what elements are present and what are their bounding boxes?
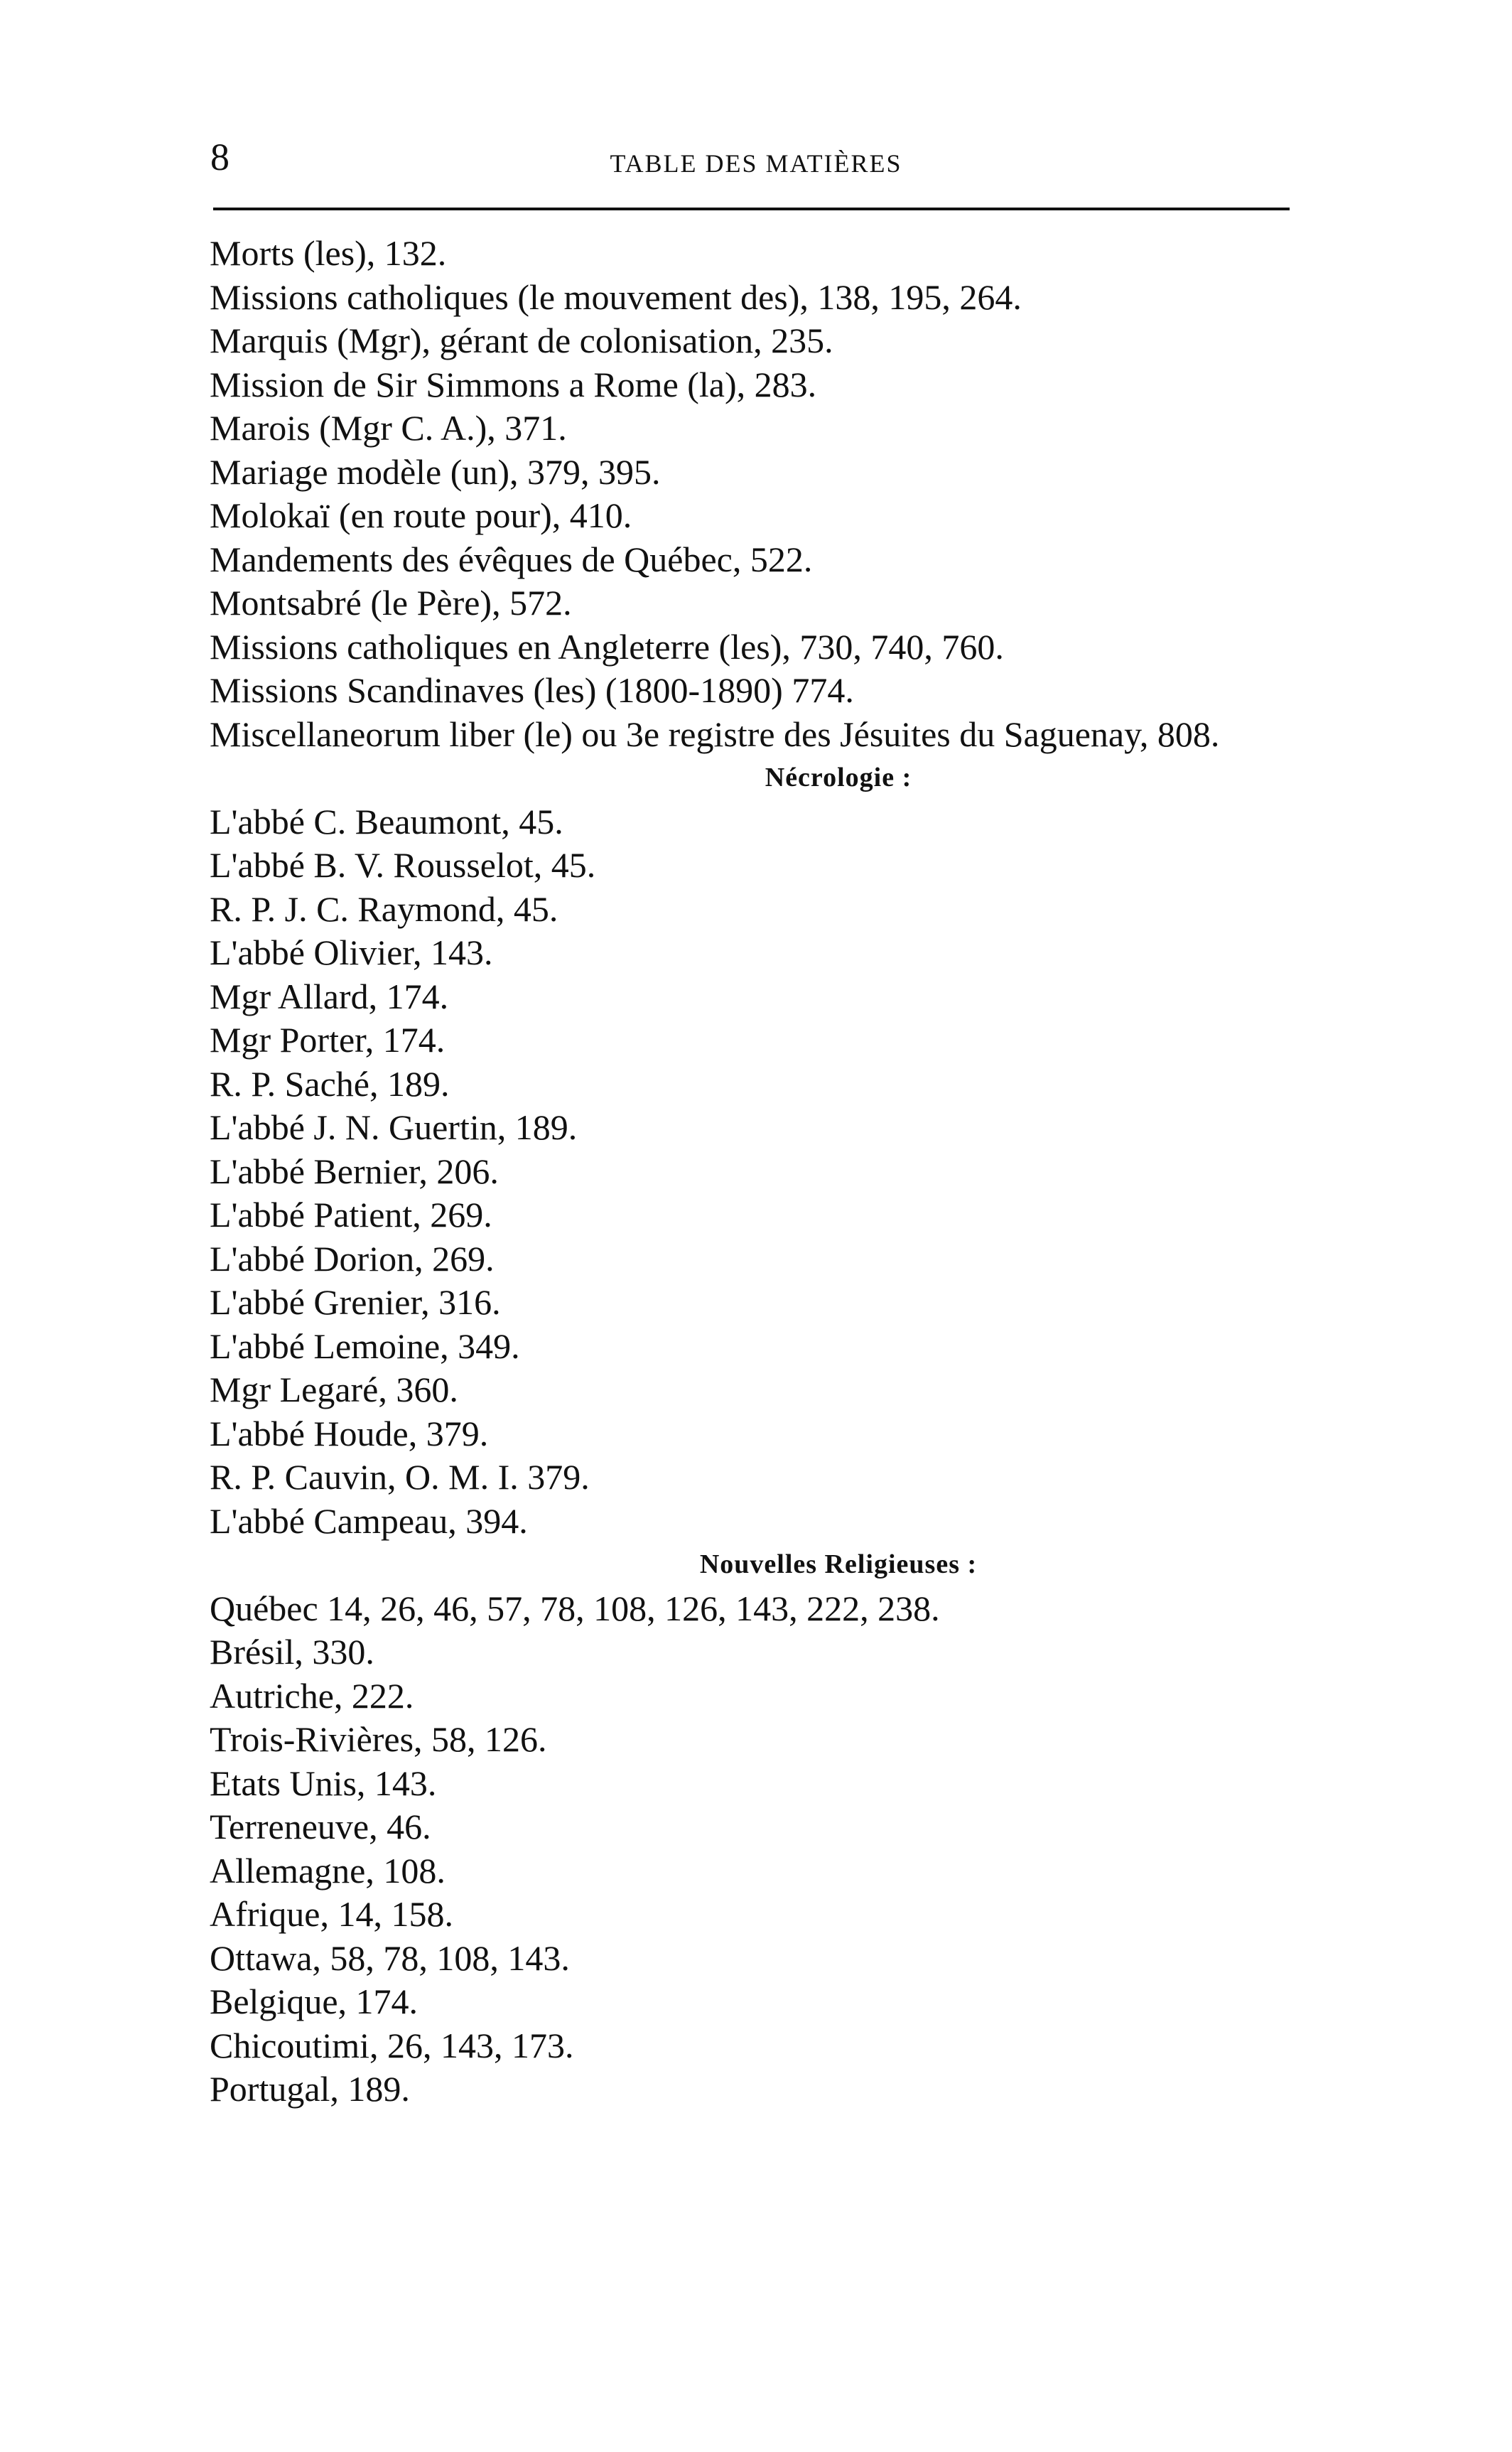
index-entry: Terreneuve, 46. (210, 1807, 431, 1846)
index-entry: Missions catholiques (le mouvement des), 138, 195, 264. (210, 276, 1022, 317)
index-entry: Montsabré (le Père), 572. (210, 583, 572, 623)
index-entry: L'abbé Lemoine, 349. (210, 1326, 520, 1366)
index-entry: Missions catholiques en Angleterre (les), 730, 740, 760. (210, 626, 1004, 667)
index-entry: R. P. Saché, 189. (210, 1063, 450, 1104)
index-entry: Brésil, 330. (210, 1632, 374, 1672)
index-entry: L'abbé Grenier, 316. (210, 1282, 501, 1322)
index-entry: L'abbé C. Beaumont, 45. (210, 801, 563, 841)
index-list (210, 232, 1318, 2112)
index-entry: Ottawa, 58, 78, 108, 143. (210, 1937, 570, 1978)
index-entry: R. P. J. C. Raymond, 45. (210, 888, 558, 929)
running-title: TABLE DES MATIÈRES (610, 149, 902, 178)
index-entry: Mgr Legaré, 360. (210, 1370, 458, 1409)
index-entry: L'abbé Patient, 269. (210, 1195, 492, 1235)
index-entry: L'abbé Campeau, 394. (210, 1500, 528, 1541)
index-entry: Portugal, 189. (210, 2069, 410, 2109)
index-entry: Marquis (Mgr), gérant de colonisation, 235. (210, 321, 833, 360)
section-heading-nouvelles-religieuses: Nouvelles Religieuses : (699, 1549, 978, 1579)
index-entry: Morts (les), 132. (210, 233, 447, 273)
index-entry: L'abbé Houde, 379. (210, 1413, 489, 1453)
index-entry: L'abbé Dorion, 269. (210, 1238, 495, 1279)
index-entry: Molokaï (en route pour), 410. (210, 495, 632, 535)
index-entry: L'abbé J. N. Guertin, 189. (210, 1107, 578, 1147)
index-entry: Etats Unis, 143. (210, 1763, 437, 1803)
index-entry: Trois-Rivières, 58, 126. (210, 1719, 547, 1759)
index-entry: Miscellaneorum liber (le) ou 3e registre des Jésuites du Saguenay, 808. (210, 714, 1220, 754)
index-entry: R. P. Cauvin, O. M. I. 379. (210, 1457, 590, 1497)
index-entry: L'abbé Bernier, 206. (210, 1151, 499, 1191)
index-entry: Mgr Allard, 174. (210, 976, 449, 1016)
index-entry: L'abbé Olivier, 143. (210, 932, 493, 972)
index-entry: Mandements des évêques de Québec, 522. (210, 539, 813, 579)
index-entry: Mission de Sir Simmons a Rome (la), 283. (210, 364, 817, 404)
index-entry: L'abbé B. V. Rousselot, 45. (210, 845, 596, 885)
index-entry: Mariage modèle (un), 379, 395. (210, 451, 661, 492)
index-entry: Autriche, 222. (210, 1675, 414, 1716)
section-heading-necrologie: Nécrologie : (765, 763, 912, 792)
index-entry: Afrique, 14, 158. (210, 1894, 453, 1934)
index-entry: Québec 14, 26, 46, 57, 78, 108, 126, 143, 222, 238. (210, 1588, 940, 1628)
index-entry: Missions Scandinaves (les) (1800-1890) 774. (210, 670, 854, 710)
page-number: 8 (210, 136, 230, 178)
index-entry: Belgique, 174. (210, 1982, 418, 2021)
index-entry: Chicoutimi, 26, 143, 173. (210, 2025, 574, 2065)
index-entry: Mgr Porter, 174. (210, 1020, 446, 1060)
index-entry: Marois (Mgr C. A.), 371. (210, 408, 567, 448)
index-entry: Allemagne, 108. (210, 1850, 446, 1891)
header-rule (213, 208, 1290, 210)
